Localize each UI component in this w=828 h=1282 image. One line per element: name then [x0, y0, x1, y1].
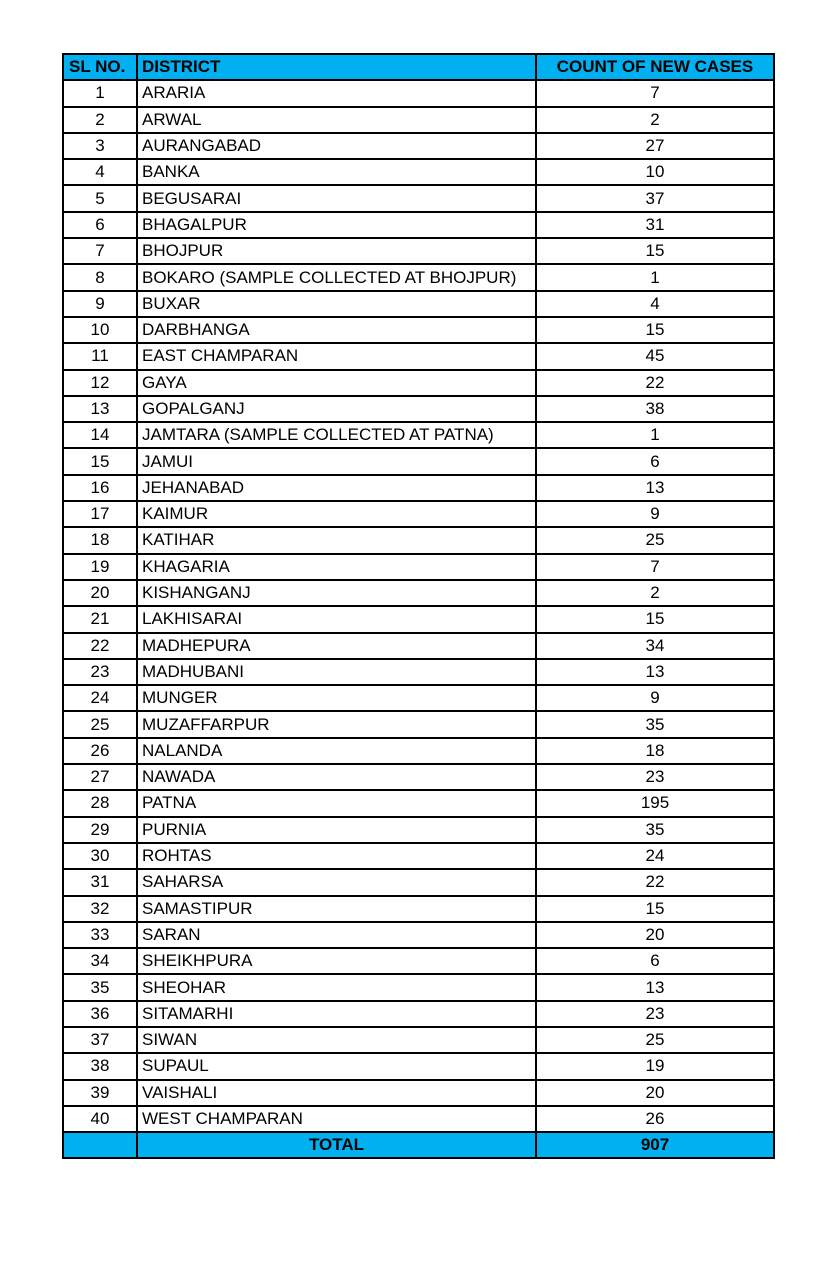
row-district: MUNGER [137, 685, 536, 711]
row-count: 24 [536, 843, 774, 869]
row-sl-no: 36 [63, 1001, 137, 1027]
row-count: 26 [536, 1106, 774, 1132]
row-count: 25 [536, 527, 774, 553]
table-row [63, 80, 774, 106]
table-row [63, 238, 774, 264]
row-sl-no: 10 [63, 317, 137, 343]
row-sl-no: 20 [63, 580, 137, 606]
table-row [63, 685, 774, 711]
row-district: BHOJPUR [137, 238, 536, 264]
row-sl-no: 37 [63, 1027, 137, 1053]
row-count: 20 [536, 1080, 774, 1106]
row-sl-no: 33 [63, 922, 137, 948]
table-row [63, 554, 774, 580]
row-count: 18 [536, 738, 774, 764]
row-district: SAMASTIPUR [137, 896, 536, 922]
row-sl-no: 4 [63, 159, 137, 185]
row-sl-no: 13 [63, 396, 137, 422]
row-count: 6 [536, 448, 774, 474]
row-count: 6 [536, 948, 774, 974]
cases-table-container [62, 53, 773, 1159]
row-district: JAMTARA (SAMPLE COLLECTED AT PATNA) [137, 422, 536, 448]
row-count: 1 [536, 422, 774, 448]
table-row [63, 107, 774, 133]
row-sl-no: 3 [63, 133, 137, 159]
table-row [63, 817, 774, 843]
row-district: BHAGALPUR [137, 212, 536, 238]
table-row [63, 1080, 774, 1106]
row-count: 45 [536, 343, 774, 369]
row-district: BUXAR [137, 291, 536, 317]
row-sl-no: 15 [63, 448, 137, 474]
table-row [63, 448, 774, 474]
row-count: 23 [536, 1001, 774, 1027]
table-row [63, 790, 774, 816]
total-row [63, 1132, 774, 1158]
row-count: 22 [536, 370, 774, 396]
table-row [63, 185, 774, 211]
row-sl-no: 1 [63, 80, 137, 106]
row-sl-no: 5 [63, 185, 137, 211]
header-count: COUNT OF NEW CASES [536, 54, 774, 80]
row-sl-no: 16 [63, 475, 137, 501]
table-row [63, 343, 774, 369]
row-count: 2 [536, 107, 774, 133]
row-sl-no: 2 [63, 107, 137, 133]
table-row [63, 1053, 774, 1079]
header-district: DISTRICT [137, 54, 536, 80]
header-sl-no: SL NO. [63, 54, 137, 80]
row-sl-no: 17 [63, 501, 137, 527]
table-row [63, 738, 774, 764]
table-row [63, 843, 774, 869]
row-sl-no: 30 [63, 843, 137, 869]
row-district: BOKARO (SAMPLE COLLECTED AT BHOJPUR) [137, 264, 536, 290]
row-district: BEGUSARAI [137, 185, 536, 211]
row-count: 34 [536, 633, 774, 659]
row-count: 20 [536, 922, 774, 948]
table-row [63, 1027, 774, 1053]
row-count: 35 [536, 817, 774, 843]
row-count: 23 [536, 764, 774, 790]
row-district: SUPAUL [137, 1053, 536, 1079]
table-row [63, 422, 774, 448]
row-sl-no: 25 [63, 711, 137, 737]
row-sl-no: 40 [63, 1106, 137, 1132]
table-row [63, 869, 774, 895]
row-sl-no: 8 [63, 264, 137, 290]
table-row [63, 922, 774, 948]
table-row [63, 133, 774, 159]
row-district: JEHANABAD [137, 475, 536, 501]
row-count: 7 [536, 80, 774, 106]
row-count: 9 [536, 501, 774, 527]
table-row [63, 633, 774, 659]
row-count: 27 [536, 133, 774, 159]
row-district: KATIHAR [137, 527, 536, 553]
row-district: GOPALGANJ [137, 396, 536, 422]
row-count: 37 [536, 185, 774, 211]
table-row [63, 159, 774, 185]
table-row [63, 527, 774, 553]
table-row [63, 764, 774, 790]
table-row [63, 659, 774, 685]
row-count: 195 [536, 790, 774, 816]
row-count: 19 [536, 1053, 774, 1079]
row-district: PATNA [137, 790, 536, 816]
row-district: SAHARSA [137, 869, 536, 895]
table-row [63, 974, 774, 1000]
row-district: ARARIA [137, 80, 536, 106]
row-district: NAWADA [137, 764, 536, 790]
table-row [63, 264, 774, 290]
row-district: MADHUBANI [137, 659, 536, 685]
row-count: 13 [536, 475, 774, 501]
row-count: 9 [536, 685, 774, 711]
row-count: 15 [536, 317, 774, 343]
table-row [63, 606, 774, 632]
row-count: 38 [536, 396, 774, 422]
row-count: 22 [536, 869, 774, 895]
row-district: WEST CHAMPARAN [137, 1106, 536, 1132]
row-sl-no: 29 [63, 817, 137, 843]
table-row [63, 896, 774, 922]
table-row [63, 948, 774, 974]
row-district: GAYA [137, 370, 536, 396]
row-count: 4 [536, 291, 774, 317]
table-header-row [63, 54, 774, 80]
row-district: LAKHISARAI [137, 606, 536, 632]
row-count: 15 [536, 606, 774, 632]
row-sl-no: 38 [63, 1053, 137, 1079]
row-sl-no: 22 [63, 633, 137, 659]
row-district: DARBHANGA [137, 317, 536, 343]
table-row [63, 1106, 774, 1132]
row-sl-no: 12 [63, 370, 137, 396]
row-count: 25 [536, 1027, 774, 1053]
table-row [63, 317, 774, 343]
table-row [63, 212, 774, 238]
new-cases-table [62, 53, 775, 1159]
row-sl-no: 19 [63, 554, 137, 580]
table-row [63, 501, 774, 527]
table-row [63, 370, 774, 396]
table-row [63, 475, 774, 501]
row-district: NALANDA [137, 738, 536, 764]
total-label: TOTAL [137, 1132, 536, 1158]
row-district: KAIMUR [137, 501, 536, 527]
row-sl-no: 27 [63, 764, 137, 790]
row-district: KHAGARIA [137, 554, 536, 580]
row-count: 15 [536, 896, 774, 922]
row-count: 31 [536, 212, 774, 238]
row-count: 1 [536, 264, 774, 290]
table-body [63, 80, 774, 1132]
row-count: 13 [536, 659, 774, 685]
row-sl-no: 23 [63, 659, 137, 685]
row-sl-no: 18 [63, 527, 137, 553]
row-count: 15 [536, 238, 774, 264]
row-district: BANKA [137, 159, 536, 185]
row-sl-no: 26 [63, 738, 137, 764]
row-sl-no: 14 [63, 422, 137, 448]
table-row [63, 396, 774, 422]
row-district: SIWAN [137, 1027, 536, 1053]
row-sl-no: 11 [63, 343, 137, 369]
row-district: KISHANGANJ [137, 580, 536, 606]
row-count: 35 [536, 711, 774, 737]
row-sl-no: 28 [63, 790, 137, 816]
row-sl-no: 34 [63, 948, 137, 974]
row-sl-no: 31 [63, 869, 137, 895]
row-district: AURANGABAD [137, 133, 536, 159]
table-row [63, 580, 774, 606]
row-sl-no: 7 [63, 238, 137, 264]
row-district: ROHTAS [137, 843, 536, 869]
row-count: 2 [536, 580, 774, 606]
row-sl-no: 35 [63, 974, 137, 1000]
row-district: SHEIKHPURA [137, 948, 536, 974]
table-row [63, 711, 774, 737]
row-district: SHEOHAR [137, 974, 536, 1000]
row-sl-no: 24 [63, 685, 137, 711]
row-sl-no: 32 [63, 896, 137, 922]
row-district: ARWAL [137, 107, 536, 133]
total-count: 907 [536, 1132, 774, 1158]
row-count: 13 [536, 974, 774, 1000]
table-row [63, 291, 774, 317]
row-district: EAST CHAMPARAN [137, 343, 536, 369]
row-district: PURNIA [137, 817, 536, 843]
row-sl-no: 21 [63, 606, 137, 632]
row-sl-no: 9 [63, 291, 137, 317]
total-sl-cell [63, 1132, 137, 1158]
row-district: VAISHALI [137, 1080, 536, 1106]
row-count: 10 [536, 159, 774, 185]
table-row [63, 1001, 774, 1027]
row-district: MADHEPURA [137, 633, 536, 659]
row-district: SARAN [137, 922, 536, 948]
row-sl-no: 39 [63, 1080, 137, 1106]
row-sl-no: 6 [63, 212, 137, 238]
row-district: MUZAFFARPUR [137, 711, 536, 737]
row-district: JAMUI [137, 448, 536, 474]
row-district: SITAMARHI [137, 1001, 536, 1027]
row-count: 7 [536, 554, 774, 580]
